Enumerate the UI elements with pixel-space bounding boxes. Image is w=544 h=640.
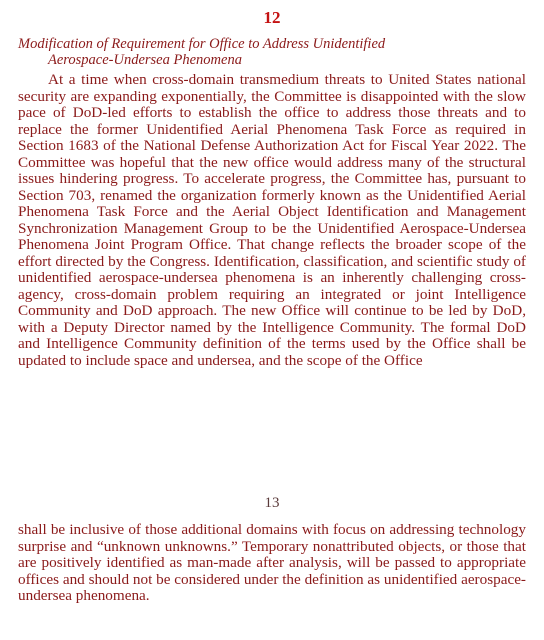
section-heading-line-1: Modification of Requirement for Office to Address Unidentified bbox=[18, 36, 386, 52]
continuation-paragraph: shall be inclusive of those additional domains with focus on addressing technology surprise and “unknown unknowns.” Temporary nonattributed objects, or those that are positively identified as man-made after analysis, will be passed to appropriate offices and should not be considered under the definition as unidentified aerospace-undersea phenomena. bbox=[18, 521, 526, 604]
section-heading-line-2: Aerospace-Undersea Phenomena bbox=[48, 52, 242, 68]
section-heading bbox=[18, 36, 528, 68]
page-number-top: 12 bbox=[263, 8, 281, 27]
page-number-bottom: 13 bbox=[264, 495, 280, 511]
body-paragraph: At a time when cross-domain transmedium threats to United States national security are expanding exponentially, the Committee is disappointed with the slow pace of DoD-led efforts to establish the office to address those threats and to replace the former Unidentified Aerial Phenomena Task Force as required in Section 1683 of the National Defense Authorization Act for Fiscal Year 2022. The Committee was hopeful that the new office would address many of the structural issues hindering progress. To accelerate progress, the Committee has, pursuant to Section 703, renamed the organization formerly known as the Unidentified Aerial Phenomena Task Force and the Aerial Object Identification and Management Synchronization Management Group to be the Unidentified Aerospace-Undersea Phenomena Joint Program Office. That change reflects the broader scope of the effort directed by the Congress. Identification, classification, and scientific study of unidentified aerospace-undersea phenomena is an inherently challenging cross-agency, cross-domain problem requiring an integrated or joint Intelligence Community and DoD approach. The new Office will continue to be led by DoD, with a Deputy Director named by the Intelligence Community. The formal DoD and Intelligence Community definition of the terms used by the Office shall be updated to include space and undersea, and the scope of the Office bbox=[18, 71, 526, 369]
